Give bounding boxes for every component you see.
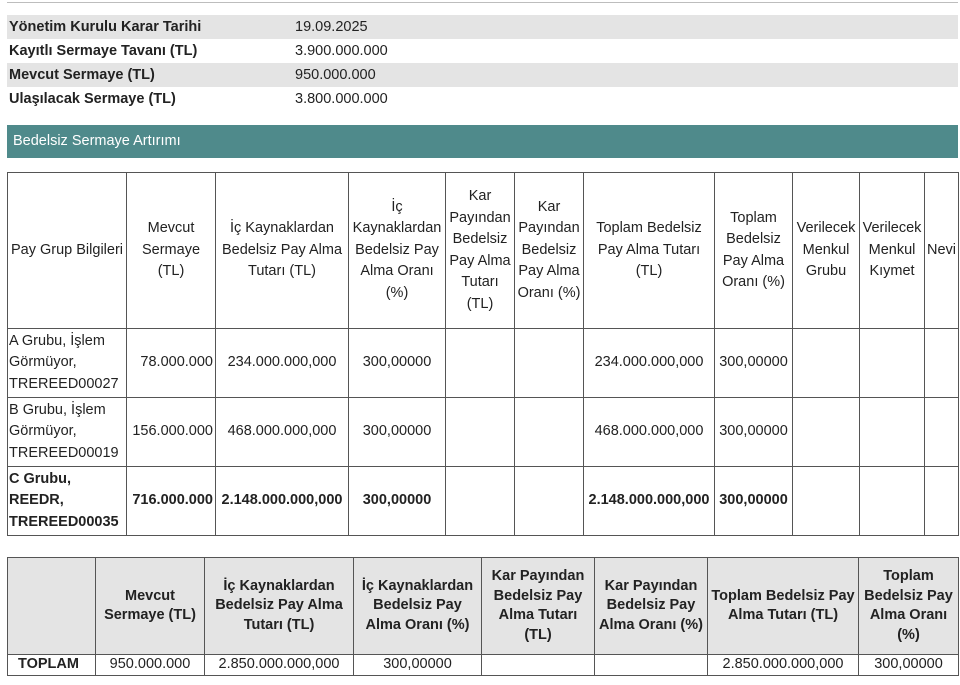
cell-ic-oran: 300,00000 [349,467,446,536]
cell-ic-tutar: 2.148.000.000,000 [216,467,349,536]
cell-ic-oran: 300,00000 [354,655,482,676]
col-header-group: Pay Grup Bilgileri [8,173,127,329]
cell-kar-tutar [446,467,515,536]
cell-toplam-tutar: 2.850.000.000,000 [708,655,859,676]
top-divider [7,2,958,3]
cell-toplam-oran: 300,00000 [715,398,793,467]
total-table-header [8,558,959,655]
group-table [7,172,959,536]
info-value: 3.900.000.000 [295,43,388,59]
cell-group: B Grubu, İşlem Görmüyor, TREREED00019 [8,398,127,467]
cell-toplam-tutar: 468.000.000,000 [584,398,715,467]
cell-mevcut: 950.000.000 [96,655,205,676]
info-row [7,15,958,39]
table-row [8,398,959,467]
decision-info-table [7,15,958,111]
col-header-ic-oran: İç Kaynaklardan Bedelsiz Pay Alma Oranı (%) [354,558,482,655]
col-header-ic-tutar: İç Kaynaklardan Bedelsiz Pay Alma Tutarı (TL) [205,558,354,655]
section-header: Bedelsiz Sermaye Artırımı [7,125,958,158]
cell-ic-tutar: 234.000.000,000 [216,329,349,398]
info-row [7,63,958,87]
cell-menkul-kiymet [860,467,925,536]
info-label: Mevcut Sermaye (TL) [7,63,293,87]
cell-menkul-grubu [793,467,860,536]
col-header-mevcut: Mevcut Sermaye (TL) [96,558,205,655]
cell-group: C Grubu, REEDR, TREREED00035 [8,467,127,536]
cell-menkul-grubu [793,329,860,398]
cell-toplam-oran: 300,00000 [715,467,793,536]
cell-kar-tutar [482,655,595,676]
info-value: 19.09.2025 [293,15,958,39]
info-label: Yönetim Kurulu Karar Tarihi [7,15,293,39]
col-header-kar-oran: Kar Payından Bedelsiz Pay Alma Oranı (%) [515,173,584,329]
cell-menkul-grubu [793,398,860,467]
cell-kar-oran [515,329,584,398]
info-row [7,39,958,63]
cell-menkul-kiymet [860,329,925,398]
col-header-toplam-tutar: Toplam Bedelsiz Pay Alma Tutarı (TL) [708,558,859,655]
cell-mevcut: 78.000.000 [127,329,216,398]
col-header-kar-oran: Kar Payından Bedelsiz Pay Alma Oranı (%) [595,558,708,655]
cell-nevi [925,467,959,536]
cell-mevcut: 716.000.000 [127,467,216,536]
cell-ic-tutar: 2.850.000.000,000 [205,655,354,676]
col-header-blank [8,558,96,655]
col-header-nevi: Nevi [925,173,959,329]
total-label: TOPLAM [8,655,96,676]
col-header-kar-tutar: Kar Payından Bedelsiz Pay Alma Tutarı (TL) [482,558,595,655]
cell-toplam-oran: 300,00000 [859,655,959,676]
group-table-header [8,173,959,329]
cell-ic-oran: 300,00000 [349,398,446,467]
cell-kar-tutar [446,398,515,467]
cell-kar-oran [515,398,584,467]
col-header-ic-oran: İç Kaynaklardan Bedelsiz Pay Alma Oranı (%) [349,173,446,329]
table-row [8,329,959,398]
cell-kar-tutar [446,329,515,398]
total-table [7,557,959,676]
col-header-toplam-oran: Toplam Bedelsiz Pay Alma Oranı (%) [715,173,793,329]
info-row [7,87,958,111]
cell-toplam-tutar: 234.000.000,000 [584,329,715,398]
col-header-toplam-tutar: Toplam Bedelsiz Pay Alma Tutarı (TL) [584,173,715,329]
col-header-mevcut: Mevcut Sermaye (TL) [127,173,216,329]
info-label: Kayıtlı Sermaye Tavanı (TL) [9,43,198,59]
info-value: 3.800.000.000 [295,91,388,107]
cell-group: A Grubu, İşlem Görmüyor, TREREED00027 [8,329,127,398]
cell-ic-oran: 300,00000 [349,329,446,398]
cell-ic-tutar: 468.000.000,000 [216,398,349,467]
col-header-menkul-grubu: Verilecek Menkul Grubu [793,173,860,329]
cell-kar-oran [515,467,584,536]
col-header-menkul-kiymet: Verilecek Menkul Kıymet [860,173,925,329]
cell-kar-oran [595,655,708,676]
col-header-kar-tutar: Kar Payından Bedelsiz Pay Alma Tutarı (TL) [446,173,515,329]
cell-menkul-kiymet [860,398,925,467]
table-row [8,467,959,536]
col-header-ic-tutar: İç Kaynaklardan Bedelsiz Pay Alma Tutarı (TL) [216,173,349,329]
col-header-toplam-oran: Toplam Bedelsiz Pay Alma Oranı (%) [859,558,959,655]
info-value: 950.000.000 [293,63,958,87]
cell-mevcut: 156.000.000 [127,398,216,467]
cell-toplam-oran: 300,00000 [715,329,793,398]
cell-toplam-tutar: 2.148.000.000,000 [584,467,715,536]
cell-nevi [925,398,959,467]
cell-nevi [925,329,959,398]
info-label: Ulaşılacak Sermaye (TL) [9,91,176,107]
total-row [8,655,959,676]
